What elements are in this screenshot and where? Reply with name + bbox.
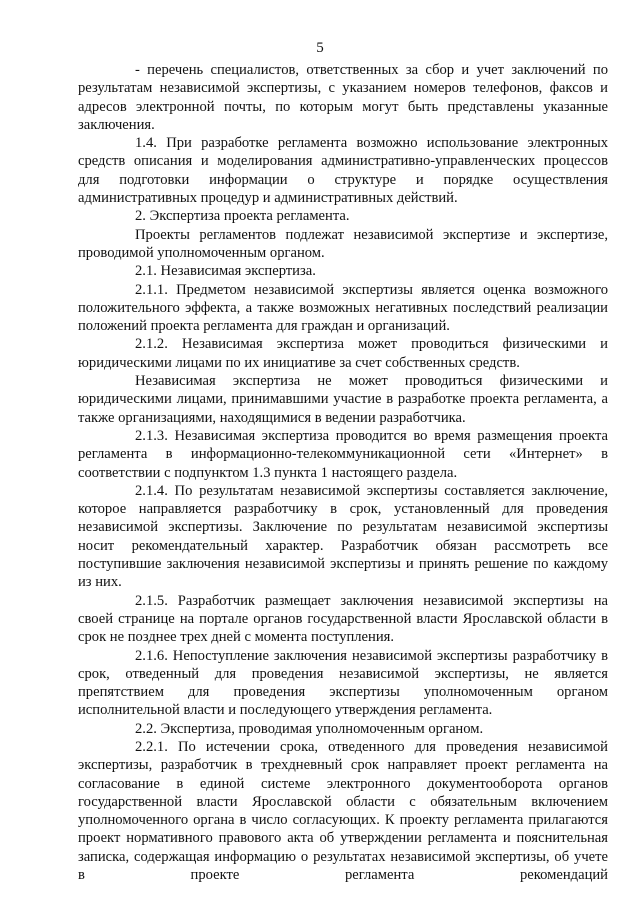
page-number: 5 (316, 40, 324, 56)
subsection-heading-2-1: 2.1. Независимая экспертиза. (135, 263, 316, 280)
subsection-heading-2-2: 2.2. Экспертиза, проводимая уполномоченным органом. (135, 720, 484, 737)
paragraph-2-1-5: 2.1.5. Разработчик размещает заключения независимой экспертизы на своей странице на портале органов государственной власти Ярославской области в срок не позднее трех дней с момента поступления. (78, 592, 608, 646)
paragraph-2-2-1: 2.2.1. По истечении срока, отведенного для проведения независимой экспертизы, разработчик в трехдневный срок направляет проект регламента на согласование в единой системе электронного документооборота органов государственной власти Ярославской области с обязательным включением уполномоченного органа в число согласующих. К проекту регламента прилагаются проект нормативного правового акта об утверждении регламента и пояснительная записка, содержащая информацию о результатах независимой экспертизы, об учете в проекте регламента рекомендаций (78, 738, 608, 884)
paragraph-2-1-1: 2.1.1. Предметом независимой экспертизы является оценка возможного положительного эффекта, а также возможных негативных последствий реализации положений проекта регламента для граждан и организаций. (78, 281, 608, 335)
paragraph-2-1-6: 2.1.6. Непоступление заключения независимой экспертизы разработчику в срок, отведенный для проведения независимой экспертизы, не является препятствием для проведения экспертизы уполномоченным органом исполнительной власти и последующего утверждения регламента. (78, 647, 608, 719)
paragraph-specialists-list: - перечень специалистов, ответственных за сбор и учет заключений по результатам независимой экспертизы, с указанием номеров телефонов, факсов и адресов электронной почты, по которым могут быть представлены указанные заключения. (78, 62, 608, 133)
paragraph-1-4: 1.4. При разработке регламента возможно использование электронных средств описания и моделирования административно-управленческих процессов для подготовки информации о структуре и порядке осуществления административных процедур и административных действий. (78, 135, 608, 207)
paragraph-expertise-types: Проекты регламентов подлежат независимой экспертизе и экспертизе, проводимой уполномоченным органом. (78, 226, 608, 261)
paragraph-2-1-2: 2.1.2. Независимая экспертиза может проводиться физическими и юридическими лицами по их инициативе за счет собственных средств. (78, 336, 608, 371)
section-heading-2: 2. Экспертиза проекта регламента. (135, 208, 350, 225)
document-body (78, 61, 608, 884)
paragraph-2-1-4: 2.1.4. По результатам независимой экспертизы составляется заключение, которое направляется разработчику в срок, установленный для проведения независимой экспертизы. Заключение по результатам независимой экспертизы носит рекомендательный характер. Разработчик обязан рассмотреть все поступившие заключения независимой экспертизы и принять решение по каждому из них. (78, 482, 608, 591)
paragraph-2-1-2-exclusion: Независимая экспертиза не может проводиться физическими и юридическими лицами, принимавшими участие в разработке проекта регламента, а также организациями, находящимися в ведении разработчика. (78, 373, 608, 426)
paragraph-2-1-3: 2.1.3. Независимая экспертиза проводится во время размещения проекта регламента в информационно-телекоммуникационной сети «Интернет» в соответствии с подпунктом 1.3 пункта 1 настоящего раздела. (78, 427, 608, 481)
